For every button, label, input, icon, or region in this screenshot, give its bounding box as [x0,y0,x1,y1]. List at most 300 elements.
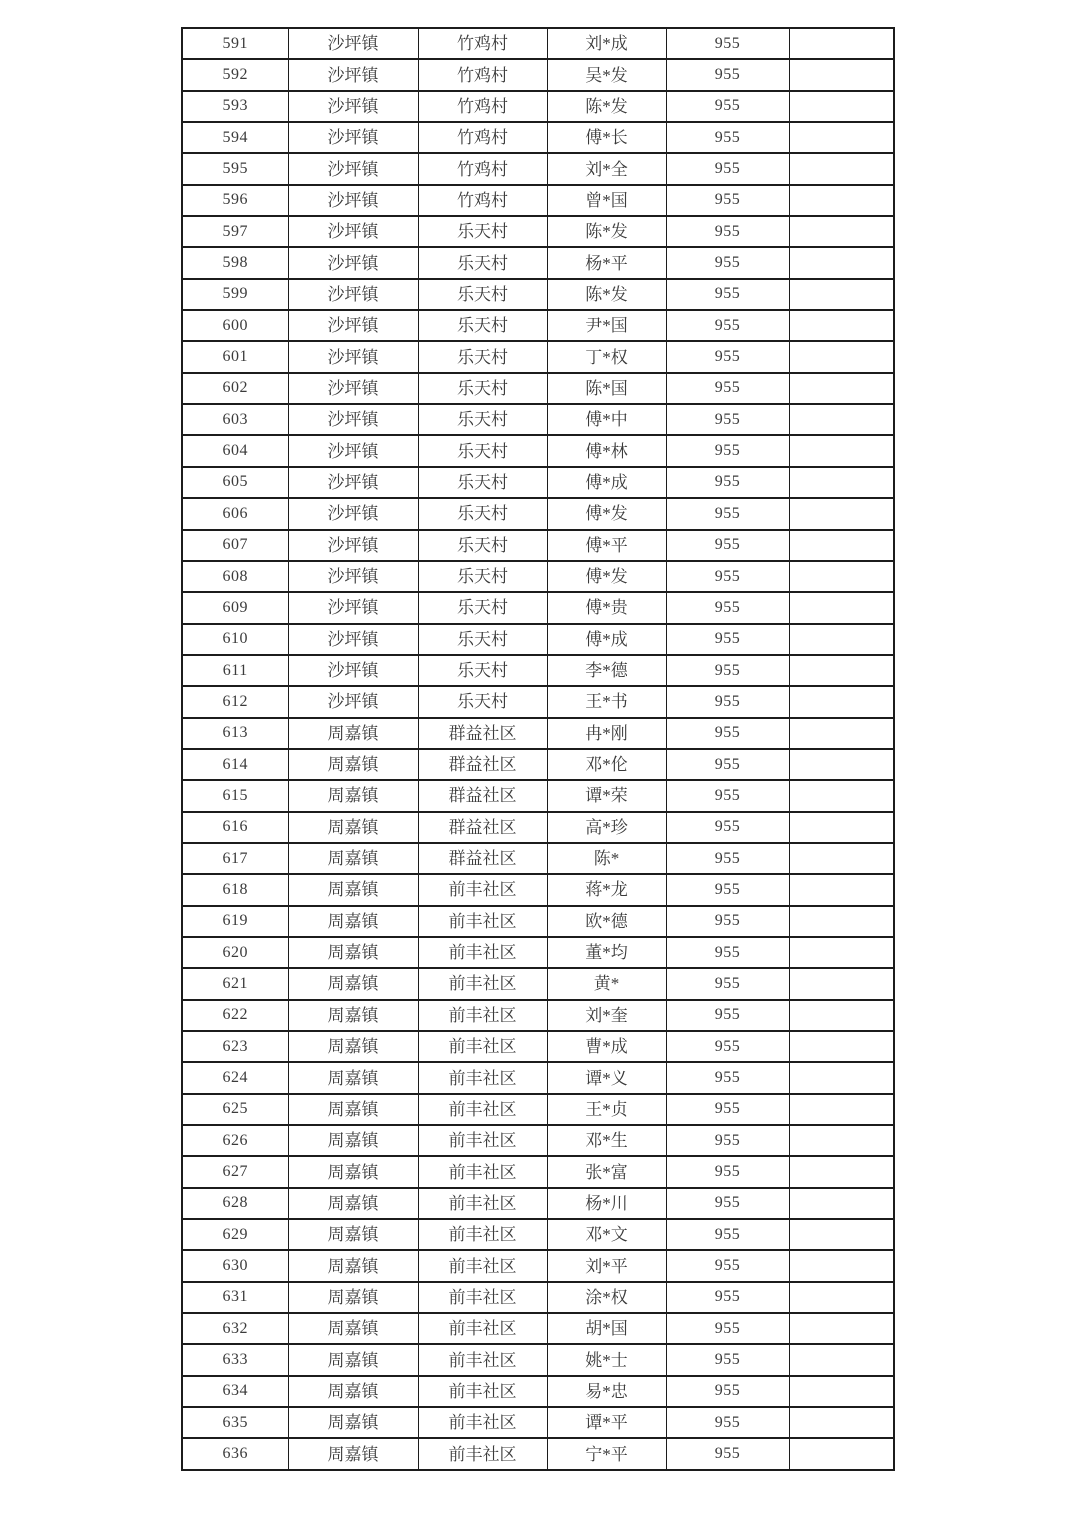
cell-village: 竹鸡村 [418,91,547,122]
cell-person-name: 高*珍 [547,812,666,843]
cell-village: 乐天村 [418,592,547,623]
cell-person-name: 傅*成 [547,624,666,655]
table-row [182,530,894,561]
cell-village: 乐天村 [418,435,547,466]
cell-person-name: 谭*平 [547,1407,666,1438]
cell-blank [789,686,894,717]
cell-serial-number: 624 [182,1062,288,1093]
cell-village: 前丰社区 [418,1344,547,1375]
cell-town: 沙坪镇 [288,341,418,372]
cell-count: 955 [666,749,789,780]
cell-blank [789,404,894,435]
cell-blank [789,153,894,184]
cell-serial-number: 611 [182,655,288,686]
cell-person-name: 涂*权 [547,1282,666,1313]
table-row [182,1000,894,1031]
cell-town: 沙坪镇 [288,530,418,561]
cell-person-name: 姚*士 [547,1344,666,1375]
cell-count: 955 [666,1407,789,1438]
cell-town: 周嘉镇 [288,874,418,905]
cell-town: 沙坪镇 [288,153,418,184]
cell-serial-number: 617 [182,843,288,874]
cell-serial-number: 635 [182,1407,288,1438]
table-row [182,247,894,278]
table-row [182,749,894,780]
cell-person-name: 刘*奎 [547,1000,666,1031]
cell-blank [789,561,894,592]
cell-village: 乐天村 [418,279,547,310]
cell-count: 955 [666,1094,789,1125]
table-row [182,1282,894,1313]
cell-village: 前丰社区 [418,1188,547,1219]
cell-village: 竹鸡村 [418,122,547,153]
cell-blank [789,28,894,59]
table-row [182,28,894,59]
table-row [182,1125,894,1156]
cell-count: 955 [666,404,789,435]
cell-village: 前丰社区 [418,1313,547,1344]
cell-serial-number: 604 [182,435,288,466]
cell-count: 955 [666,780,789,811]
cell-serial-number: 601 [182,341,288,372]
cell-person-name: 陈*发 [547,279,666,310]
table-row [182,404,894,435]
cell-village: 乐天村 [418,686,547,717]
cell-village: 乐天村 [418,655,547,686]
cell-person-name: 胡*国 [547,1313,666,1344]
cell-blank [789,310,894,341]
cell-village: 竹鸡村 [418,185,547,216]
cell-count: 955 [666,655,789,686]
cell-village: 前丰社区 [418,1000,547,1031]
cell-blank [789,780,894,811]
cell-town: 周嘉镇 [288,1188,418,1219]
cell-town: 周嘉镇 [288,1250,418,1281]
cell-person-name: 傅*发 [547,498,666,529]
cell-count: 955 [666,843,789,874]
cell-serial-number: 636 [182,1438,288,1470]
cell-serial-number: 629 [182,1219,288,1250]
cell-serial-number: 600 [182,310,288,341]
cell-village: 乐天村 [418,404,547,435]
table-row [182,467,894,498]
cell-person-name: 傅*林 [547,435,666,466]
cell-blank [789,341,894,372]
cell-serial-number: 630 [182,1250,288,1281]
cell-blank [789,1250,894,1281]
cell-town: 周嘉镇 [288,780,418,811]
cell-serial-number: 626 [182,1125,288,1156]
cell-count: 955 [666,279,789,310]
cell-blank [789,1000,894,1031]
table-row [182,937,894,968]
cell-serial-number: 599 [182,279,288,310]
cell-count: 955 [666,498,789,529]
cell-blank [789,247,894,278]
cell-person-name: 刘*全 [547,153,666,184]
cell-blank [789,1219,894,1250]
cell-village: 前丰社区 [418,937,547,968]
cell-town: 周嘉镇 [288,1282,418,1313]
cell-serial-number: 632 [182,1313,288,1344]
cell-blank [789,216,894,247]
cell-blank [789,843,894,874]
cell-town: 周嘉镇 [288,812,418,843]
cell-person-name: 尹*国 [547,310,666,341]
table-row [182,185,894,216]
cell-village: 群益社区 [418,749,547,780]
cell-blank [789,624,894,655]
cell-blank [789,279,894,310]
cell-serial-number: 598 [182,247,288,278]
cell-town: 周嘉镇 [288,843,418,874]
cell-count: 955 [666,592,789,623]
cell-count: 955 [666,1062,789,1093]
cell-serial-number: 620 [182,937,288,968]
cell-count: 955 [666,373,789,404]
cell-blank [789,467,894,498]
table-row [182,373,894,404]
cell-serial-number: 631 [182,1282,288,1313]
table-row [182,1188,894,1219]
cell-village: 乐天村 [418,498,547,529]
cell-serial-number: 623 [182,1031,288,1062]
cell-town: 周嘉镇 [288,1062,418,1093]
cell-town: 周嘉镇 [288,1219,418,1250]
table-row [182,153,894,184]
cell-town: 沙坪镇 [288,467,418,498]
cell-town: 沙坪镇 [288,59,418,90]
cell-count: 955 [666,1219,789,1250]
table-row [182,1062,894,1093]
table-row [182,718,894,749]
cell-town: 周嘉镇 [288,1156,418,1187]
cell-person-name: 黄* [547,968,666,999]
cell-town: 沙坪镇 [288,435,418,466]
cell-village: 前丰社区 [418,1407,547,1438]
cell-serial-number: 625 [182,1094,288,1125]
cell-serial-number: 603 [182,404,288,435]
cell-serial-number: 613 [182,718,288,749]
table-row [182,498,894,529]
table-row [182,1156,894,1187]
cell-person-name: 欧*德 [547,906,666,937]
cell-town: 周嘉镇 [288,749,418,780]
cell-town: 周嘉镇 [288,906,418,937]
cell-count: 955 [666,1156,789,1187]
cell-person-name: 丁*权 [547,341,666,372]
cell-village: 前丰社区 [418,1125,547,1156]
cell-person-name: 刘*平 [547,1250,666,1281]
cell-serial-number: 621 [182,968,288,999]
cell-serial-number: 633 [182,1344,288,1375]
cell-count: 955 [666,812,789,843]
cell-person-name: 陈*国 [547,373,666,404]
cell-count: 955 [666,1313,789,1344]
cell-count: 955 [666,1031,789,1062]
cell-count: 955 [666,341,789,372]
table-row [182,1407,894,1438]
cell-village: 前丰社区 [418,906,547,937]
cell-person-name: 吴*发 [547,59,666,90]
cell-village: 前丰社区 [418,1438,547,1470]
cell-village: 乐天村 [418,561,547,592]
cell-village: 群益社区 [418,780,547,811]
cell-town: 沙坪镇 [288,498,418,529]
cell-count: 955 [666,1250,789,1281]
cell-person-name: 邓*文 [547,1219,666,1250]
cell-village: 前丰社区 [418,1156,547,1187]
cell-serial-number: 628 [182,1188,288,1219]
cell-count: 955 [666,906,789,937]
cell-village: 乐天村 [418,216,547,247]
cell-serial-number: 612 [182,686,288,717]
cell-person-name: 傅*成 [547,467,666,498]
cell-count: 955 [666,530,789,561]
cell-person-name: 陈* [547,843,666,874]
cell-blank [789,1094,894,1125]
cell-village: 群益社区 [418,843,547,874]
cell-count: 955 [666,968,789,999]
cell-serial-number: 614 [182,749,288,780]
cell-count: 955 [666,467,789,498]
cell-serial-number: 619 [182,906,288,937]
cell-count: 955 [666,91,789,122]
cell-count: 955 [666,247,789,278]
cell-town: 沙坪镇 [288,247,418,278]
cell-village: 前丰社区 [418,1094,547,1125]
cell-village: 前丰社区 [418,1250,547,1281]
cell-town: 周嘉镇 [288,1407,418,1438]
cell-town: 周嘉镇 [288,1344,418,1375]
cell-count: 955 [666,718,789,749]
cell-village: 竹鸡村 [418,153,547,184]
cell-serial-number: 605 [182,467,288,498]
cell-village: 乐天村 [418,247,547,278]
table-row [182,1094,894,1125]
cell-village: 乐天村 [418,530,547,561]
cell-village: 乐天村 [418,467,547,498]
table-row [182,122,894,153]
cell-serial-number: 591 [182,28,288,59]
cell-count: 955 [666,624,789,655]
cell-village: 前丰社区 [418,1062,547,1093]
cell-village: 竹鸡村 [418,59,547,90]
cell-blank [789,435,894,466]
cell-person-name: 冉*刚 [547,718,666,749]
cell-blank [789,1376,894,1407]
table-row [182,435,894,466]
cell-town: 沙坪镇 [288,373,418,404]
cell-blank [789,749,894,780]
cell-serial-number: 616 [182,812,288,843]
cell-serial-number: 627 [182,1156,288,1187]
cell-count: 955 [666,1344,789,1375]
cell-count: 955 [666,122,789,153]
cell-town: 周嘉镇 [288,968,418,999]
cell-person-name: 张*富 [547,1156,666,1187]
cell-person-name: 傅*贵 [547,592,666,623]
cell-blank [789,373,894,404]
cell-person-name: 曹*成 [547,1031,666,1062]
cell-blank [789,1125,894,1156]
cell-town: 沙坪镇 [288,216,418,247]
cell-town: 周嘉镇 [288,1376,418,1407]
cell-blank [789,1188,894,1219]
cell-person-name: 杨*川 [547,1188,666,1219]
cell-count: 955 [666,1188,789,1219]
cell-town: 周嘉镇 [288,718,418,749]
cell-blank [789,968,894,999]
cell-town: 周嘉镇 [288,1031,418,1062]
table-row [182,91,894,122]
cell-count: 955 [666,1376,789,1407]
cell-person-name: 谭*荣 [547,780,666,811]
cell-person-name: 傅*发 [547,561,666,592]
cell-serial-number: 597 [182,216,288,247]
cell-village: 群益社区 [418,812,547,843]
cell-serial-number: 634 [182,1376,288,1407]
cell-town: 周嘉镇 [288,937,418,968]
cell-serial-number: 615 [182,780,288,811]
cell-blank [789,185,894,216]
cell-village: 前丰社区 [418,874,547,905]
table-row [182,1219,894,1250]
table-row [182,906,894,937]
cell-village: 群益社区 [418,718,547,749]
cell-town: 沙坪镇 [288,561,418,592]
cell-village: 前丰社区 [418,1219,547,1250]
cell-serial-number: 602 [182,373,288,404]
cell-town: 沙坪镇 [288,122,418,153]
cell-town: 周嘉镇 [288,1125,418,1156]
cell-town: 沙坪镇 [288,624,418,655]
cell-village: 乐天村 [418,624,547,655]
table-row [182,1376,894,1407]
cell-count: 955 [666,1282,789,1313]
table-row [182,561,894,592]
cell-blank [789,1156,894,1187]
cell-town: 沙坪镇 [288,91,418,122]
table-row [182,686,894,717]
cell-blank [789,874,894,905]
cell-count: 955 [666,874,789,905]
cell-person-name: 傅*中 [547,404,666,435]
cell-serial-number: 610 [182,624,288,655]
cell-blank [789,1407,894,1438]
cell-town: 周嘉镇 [288,1438,418,1470]
cell-serial-number: 595 [182,153,288,184]
cell-village: 前丰社区 [418,968,547,999]
cell-person-name: 陈*发 [547,216,666,247]
table-row [182,592,894,623]
cell-serial-number: 594 [182,122,288,153]
cell-town: 周嘉镇 [288,1094,418,1125]
cell-blank [789,937,894,968]
cell-person-name: 杨*平 [547,247,666,278]
cell-count: 955 [666,686,789,717]
cell-serial-number: 596 [182,185,288,216]
table-row [182,310,894,341]
cell-blank [789,1282,894,1313]
cell-person-name: 陈*发 [547,91,666,122]
cell-blank [789,1031,894,1062]
cell-blank [789,1438,894,1470]
cell-person-name: 董*均 [547,937,666,968]
table-row [182,1438,894,1470]
cell-serial-number: 607 [182,530,288,561]
table-row [182,341,894,372]
cell-count: 955 [666,937,789,968]
cell-serial-number: 618 [182,874,288,905]
cell-person-name: 易*忠 [547,1376,666,1407]
cell-blank [789,1062,894,1093]
table-row [182,1313,894,1344]
cell-serial-number: 592 [182,59,288,90]
cell-town: 沙坪镇 [288,592,418,623]
table-row [182,1344,894,1375]
cell-town: 沙坪镇 [288,28,418,59]
cell-person-name: 傅*平 [547,530,666,561]
cell-town: 周嘉镇 [288,1000,418,1031]
cell-blank [789,812,894,843]
table-row [182,1031,894,1062]
cell-village: 乐天村 [418,310,547,341]
cell-person-name: 曾*国 [547,185,666,216]
table-row [182,874,894,905]
table-row [182,1250,894,1281]
cell-count: 955 [666,435,789,466]
cell-town: 沙坪镇 [288,185,418,216]
cell-person-name: 宁*平 [547,1438,666,1470]
cell-town: 周嘉镇 [288,1313,418,1344]
cell-blank [789,592,894,623]
cell-village: 乐天村 [418,341,547,372]
table-body [182,28,894,1470]
cell-town: 沙坪镇 [288,404,418,435]
cell-blank [789,655,894,686]
cell-count: 955 [666,1125,789,1156]
table-row [182,655,894,686]
cell-person-name: 邓*生 [547,1125,666,1156]
roster-table [181,27,895,1471]
cell-count: 955 [666,1000,789,1031]
cell-count: 955 [666,153,789,184]
cell-person-name: 邓*伦 [547,749,666,780]
cell-serial-number: 606 [182,498,288,529]
cell-blank [789,1344,894,1375]
cell-village: 前丰社区 [418,1376,547,1407]
cell-count: 955 [666,185,789,216]
cell-town: 沙坪镇 [288,686,418,717]
cell-count: 955 [666,216,789,247]
cell-town: 沙坪镇 [288,279,418,310]
cell-serial-number: 609 [182,592,288,623]
cell-serial-number: 608 [182,561,288,592]
cell-serial-number: 593 [182,91,288,122]
cell-count: 955 [666,310,789,341]
cell-serial-number: 622 [182,1000,288,1031]
table-row [182,843,894,874]
cell-person-name: 傅*长 [547,122,666,153]
cell-person-name: 谭*义 [547,1062,666,1093]
table-row [182,59,894,90]
cell-village: 乐天村 [418,373,547,404]
cell-blank [789,498,894,529]
cell-blank [789,91,894,122]
cell-person-name: 刘*成 [547,28,666,59]
table-row [182,780,894,811]
